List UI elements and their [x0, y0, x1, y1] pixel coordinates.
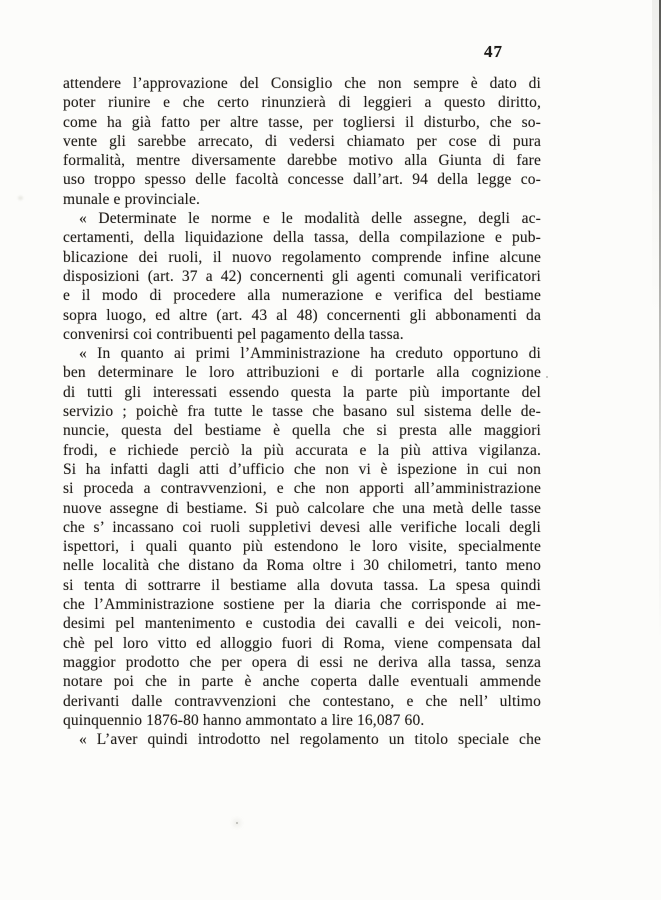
text-line: ispettori, i quali quanto più estendono le loro visite, specialmente	[63, 538, 541, 556]
text-line: che l’Amministrazione sostiene per la diaria che corrisponde ai me-	[63, 596, 541, 614]
text-line: si proceda a contravvenzioni, e che non apporti all’amministrazione	[63, 480, 541, 498]
text-line: notare poi che in parte è anche coperta dalle eventuali ammende	[63, 673, 541, 691]
scan-speck	[18, 196, 23, 200]
text-line: e il modo di procedere alla numerazione e verifica del bestiame	[63, 287, 541, 305]
text-line: nuove assegne di bestiame. Si può calcolare che una metà delle tasse	[63, 499, 541, 517]
text-line: servizio ; poichè fra tutte le tasse che basano sul sistema delle de-	[63, 403, 541, 421]
text-line: poter riunire e che certo rinunzierà di leggieri a questo diritto,	[63, 94, 541, 112]
text-line: maggior prodotto che per opera di essi ne deriva alla tassa, senza	[63, 653, 541, 671]
text-line: disposizioni (art. 37 a 42) concernenti gli agenti comunali verificatori	[63, 267, 541, 285]
text-line: frodi, e richiede perciò la più accurata e la più attiva vigilanza.	[63, 441, 541, 459]
text-line: chè pel loro vitto ed alloggio fuori di Roma, viene compensata dal	[63, 634, 541, 652]
text-line: nelle località che distano da Roma oltre i 30 chilometri, tanto meno	[63, 557, 541, 575]
text-line: uso troppo spesso delle facoltà concesse dall’art. 94 della legge co-	[63, 171, 541, 189]
text-line: certamenti, della liquidazione della tassa, della compilazione e pub-	[63, 229, 541, 247]
scan-speck	[546, 376, 548, 378]
text-line: « Determinate le norme e le modalità delle assegne, degli ac-	[79, 210, 541, 228]
text-line: ben determinare le loro attribuzioni e di portarle alla cognizione	[63, 364, 541, 382]
text-line: « L’aver quindi introdotto nel regolamento un titolo speciale che	[79, 731, 541, 749]
text-line: vente gli sarebbe arrecato, di vedersi chiamato per cose di pura	[63, 132, 541, 150]
page-number: 47	[484, 42, 503, 61]
text-line: « In quanto ai primi l’Amministrazione ha creduto opportuno di	[79, 345, 541, 363]
text-line: blicazione dei ruoli, il nuovo regolamento comprende infine alcune	[63, 248, 541, 266]
text-line: di tutti gli interessati essendo questa la parte più importante del	[63, 383, 541, 401]
text-line: munale e provinciale.	[63, 190, 200, 208]
text-line: desimi pel mantenimento e custodia dei cavalli e dei veicoli, non-	[63, 615, 541, 633]
scan-edge-soft-shadow	[652, 0, 659, 320]
text-line: derivanti dalle contravvenzioni che contestano, e che nell’ ultimo	[63, 692, 541, 710]
text-block	[63, 74, 541, 749]
text-line: nuncie, questa del bestiame è quella che si presta alle maggiori	[63, 422, 541, 440]
text-line: sopra luogo, ed altre (art. 43 al 48) concernenti gli abbonamenti da	[63, 306, 541, 324]
scan-speck	[236, 822, 238, 824]
text-line: convenirsi coi contribuenti pel pagamento della tassa.	[63, 325, 404, 343]
text-line: attendere l’approvazione del Consiglio che non sempre è dato di	[63, 75, 541, 92]
text-line: quinquennio 1876-80 hanno ammontato a lire 16,087 60.	[63, 711, 425, 729]
text-line: Si ha infatti dagli atti d’ufficio che non vi è ispezione in cui non	[63, 460, 541, 478]
text-line: che s’ incassano coi ruoli suppletivi devesi alle verifiche locali degli	[63, 518, 541, 536]
text-line: formalità, mentre diversamente darebbe motivo alla Giunta di fare	[63, 152, 541, 170]
text-line: si tenta di sottrarre il bestiame alla dovuta tassa. La spesa quindi	[63, 576, 541, 594]
text-line: come ha già fatto per altre tasse, per togliersi il disturbo, che so-	[63, 113, 541, 131]
